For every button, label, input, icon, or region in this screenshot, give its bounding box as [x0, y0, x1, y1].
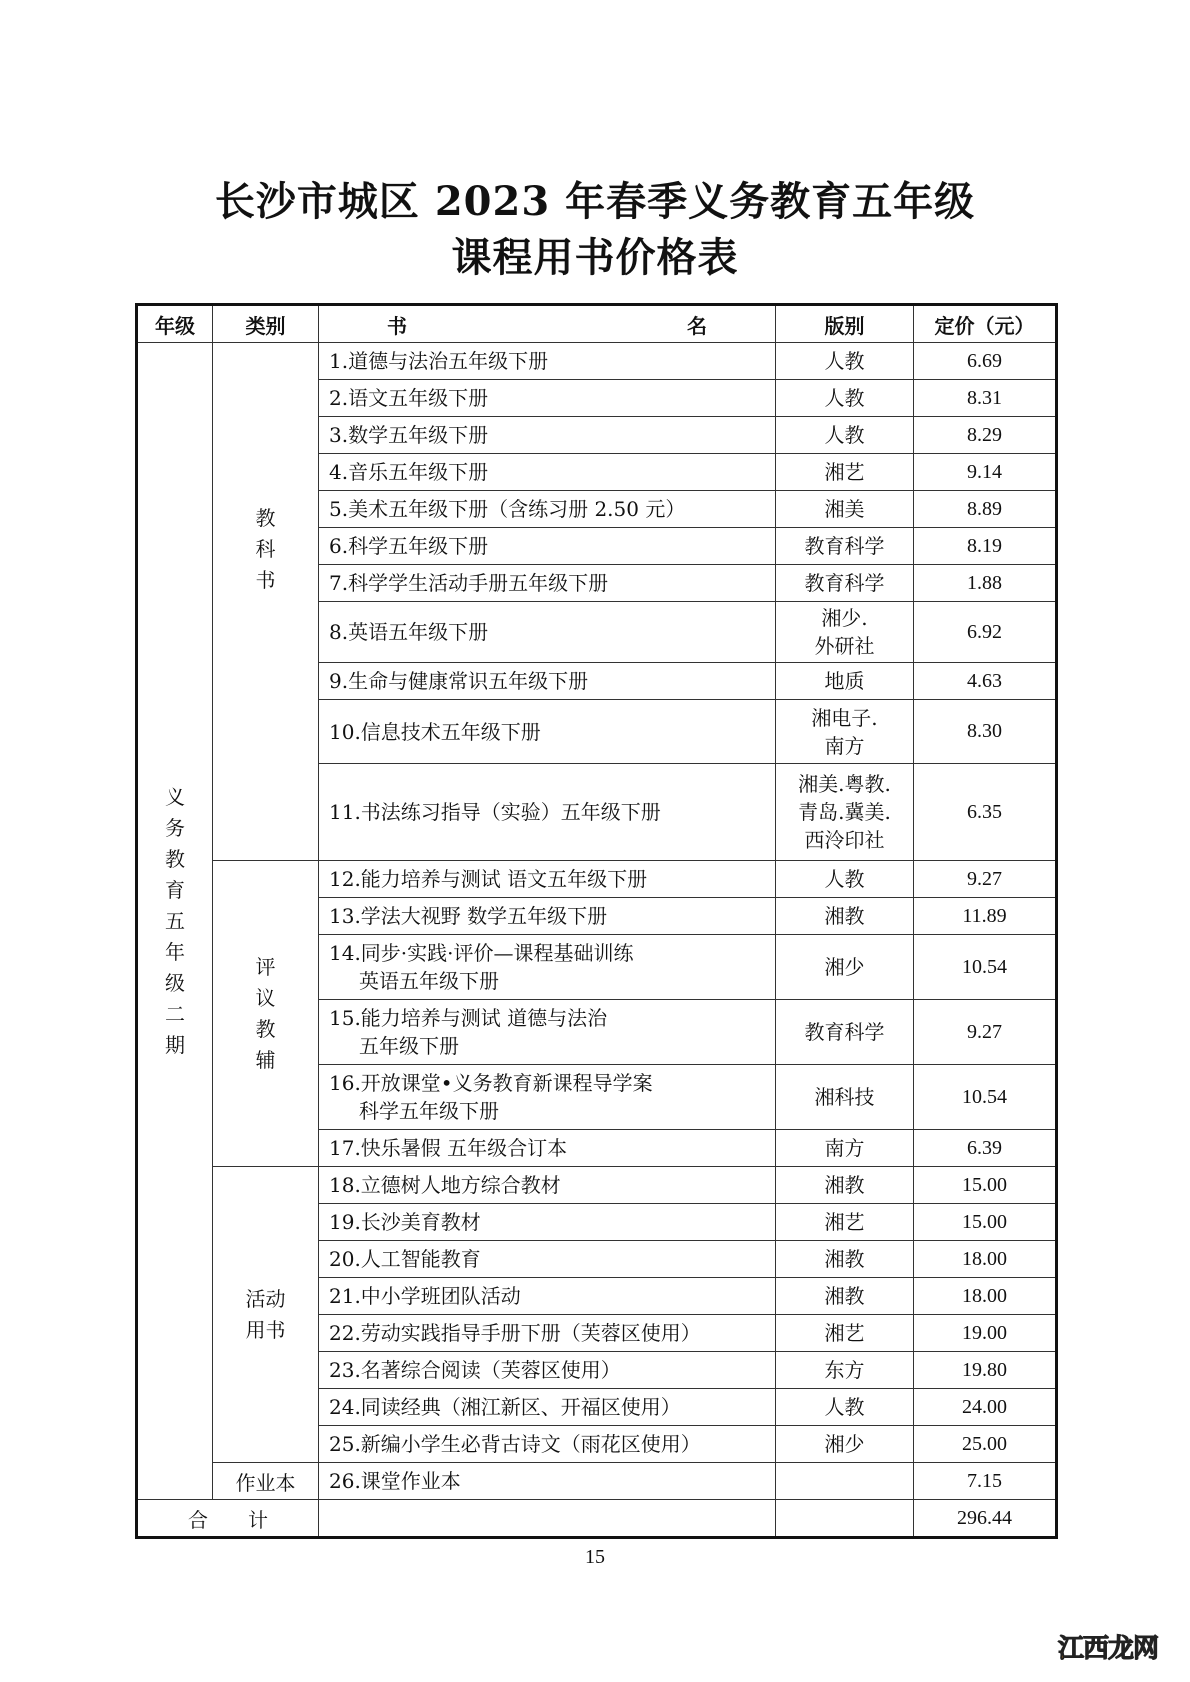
- total-empty-name: [319, 1500, 776, 1538]
- book-name: 7.科学学生活动手册五年级下册: [319, 565, 776, 602]
- publisher: 教育科学: [776, 565, 914, 602]
- table-row: [137, 1463, 1057, 1500]
- publisher: 湘艺: [776, 454, 914, 491]
- price: 4.63: [914, 663, 1057, 700]
- book-name: 13.学法大视野 数学五年级下册: [319, 898, 776, 935]
- book-name: 24.同读经典（湘江新区、开福区使用）: [319, 1389, 776, 1426]
- publisher: 湘科技: [776, 1065, 914, 1130]
- price: 8.31: [914, 380, 1057, 417]
- grade-cell: 义务教育五年级二期: [137, 343, 213, 1500]
- price: 15.00: [914, 1204, 1057, 1241]
- header-category: 类别: [213, 305, 319, 343]
- price: 18.00: [914, 1278, 1057, 1315]
- price: 15.00: [914, 1167, 1057, 1204]
- book-name: 2.语文五年级下册: [319, 380, 776, 417]
- publisher: 湘少: [776, 1426, 914, 1463]
- publisher: 人教: [776, 343, 914, 380]
- price: 7.15: [914, 1463, 1057, 1500]
- book-name: 18.立德树人地方综合教材: [319, 1167, 776, 1204]
- book-name: 10.信息技术五年级下册: [319, 700, 776, 764]
- price: 10.54: [914, 1065, 1057, 1130]
- book-name: 6.科学五年级下册: [319, 528, 776, 565]
- publisher: [776, 1463, 914, 1500]
- publisher: 湘少: [776, 935, 914, 1000]
- price: 24.00: [914, 1389, 1057, 1426]
- category-review-aids: 评议教辅: [213, 861, 319, 1167]
- publisher: 湘艺: [776, 1204, 914, 1241]
- price: 6.39: [914, 1130, 1057, 1167]
- publisher: 湘美.粤教. 青岛.冀美. 西泠印社: [776, 764, 914, 861]
- category-textbook: 教科书: [213, 343, 319, 861]
- publisher: 湘艺: [776, 1315, 914, 1352]
- price: 6.92: [914, 602, 1057, 663]
- book-name: 16.开放课堂•义务教育新课程导学案 科学五年级下册: [319, 1065, 776, 1130]
- price-table: [135, 303, 1058, 1539]
- book-name: 11.书法练习指导（实验）五年级下册: [319, 764, 776, 861]
- publisher: 湘美: [776, 491, 914, 528]
- publisher: 东方: [776, 1352, 914, 1389]
- book-name: 21.中小学班团队活动: [319, 1278, 776, 1315]
- book-name: 8.英语五年级下册: [319, 602, 776, 663]
- book-name: 12.能力培养与测试 语文五年级下册: [319, 861, 776, 898]
- price: 9.27: [914, 1000, 1057, 1065]
- category-workbook: 作业本: [213, 1463, 319, 1500]
- publisher: 湘教: [776, 1167, 914, 1204]
- price: 25.00: [914, 1426, 1057, 1463]
- price: 11.89: [914, 898, 1057, 935]
- price: 9.27: [914, 861, 1057, 898]
- publisher: 人教: [776, 1389, 914, 1426]
- header-price: 定价（元）: [914, 305, 1057, 343]
- book-name: 23.名著综合阅读（芙蓉区使用）: [319, 1352, 776, 1389]
- price: 8.89: [914, 491, 1057, 528]
- publisher: 教育科学: [776, 528, 914, 565]
- document-title-line2: 课程用书价格表: [451, 234, 739, 281]
- publisher: 地质: [776, 663, 914, 700]
- header-grade: 年级: [137, 305, 213, 343]
- publisher: 南方: [776, 1130, 914, 1167]
- table-row: [137, 343, 1057, 380]
- price: 9.14: [914, 454, 1057, 491]
- total-value: 296.44: [914, 1500, 1057, 1538]
- book-name: 26.课堂作业本: [319, 1463, 776, 1500]
- price: 19.00: [914, 1315, 1057, 1352]
- header-book-name: 书 名: [319, 305, 776, 343]
- price: 8.29: [914, 417, 1057, 454]
- publisher: 人教: [776, 417, 914, 454]
- table-header-row: [137, 305, 1057, 343]
- total-empty-publisher: [776, 1500, 914, 1538]
- total-label: 合计: [137, 1500, 319, 1538]
- total-row: [137, 1500, 1057, 1538]
- publisher: 湘教: [776, 898, 914, 935]
- book-name: 3.数学五年级下册: [319, 417, 776, 454]
- book-name: 4.音乐五年级下册: [319, 454, 776, 491]
- watermark-logo: 江西龙网: [1058, 1634, 1159, 1664]
- price: 8.19: [914, 528, 1057, 565]
- book-name: 14.同步·实践·评价—课程基础训练 英语五年级下册: [319, 935, 776, 1000]
- publisher: 湘少. 外研社: [776, 602, 914, 663]
- book-name: 19.长沙美育教材: [319, 1204, 776, 1241]
- book-name: 5.美术五年级下册（含练习册 2.50 元）: [319, 491, 776, 528]
- price: 8.30: [914, 700, 1057, 764]
- book-name: 25.新编小学生必背古诗文（雨花区使用）: [319, 1426, 776, 1463]
- publisher: 人教: [776, 380, 914, 417]
- book-name: 17.快乐暑假 五年级合订本: [319, 1130, 776, 1167]
- category-activity: 活动用书: [213, 1167, 319, 1463]
- price: 19.80: [914, 1352, 1057, 1389]
- table-row: [137, 1167, 1057, 1204]
- book-name: 22.劳动实践指导手册下册（芙蓉区使用）: [319, 1315, 776, 1352]
- publisher: 湘教: [776, 1278, 914, 1315]
- price: 1.88: [914, 565, 1057, 602]
- document-title-line1: 长沙市城区 2023 年春季义务教育五年级: [214, 178, 976, 225]
- table-row: [137, 861, 1057, 898]
- price: 10.54: [914, 935, 1057, 1000]
- book-name: 15.能力培养与测试 道德与法治 五年级下册: [319, 1000, 776, 1065]
- publisher: 湘教: [776, 1241, 914, 1278]
- publisher: 湘电子. 南方: [776, 700, 914, 764]
- page-number: 15: [585, 1546, 605, 1568]
- publisher: 教育科学: [776, 1000, 914, 1065]
- book-name: 20.人工智能教育: [319, 1241, 776, 1278]
- book-name: 1.道德与法治五年级下册: [319, 343, 776, 380]
- publisher: 人教: [776, 861, 914, 898]
- price: 18.00: [914, 1241, 1057, 1278]
- price: 6.69: [914, 343, 1057, 380]
- header-publisher: 版别: [776, 305, 914, 343]
- price: 6.35: [914, 764, 1057, 861]
- book-name: 9.生命与健康常识五年级下册: [319, 663, 776, 700]
